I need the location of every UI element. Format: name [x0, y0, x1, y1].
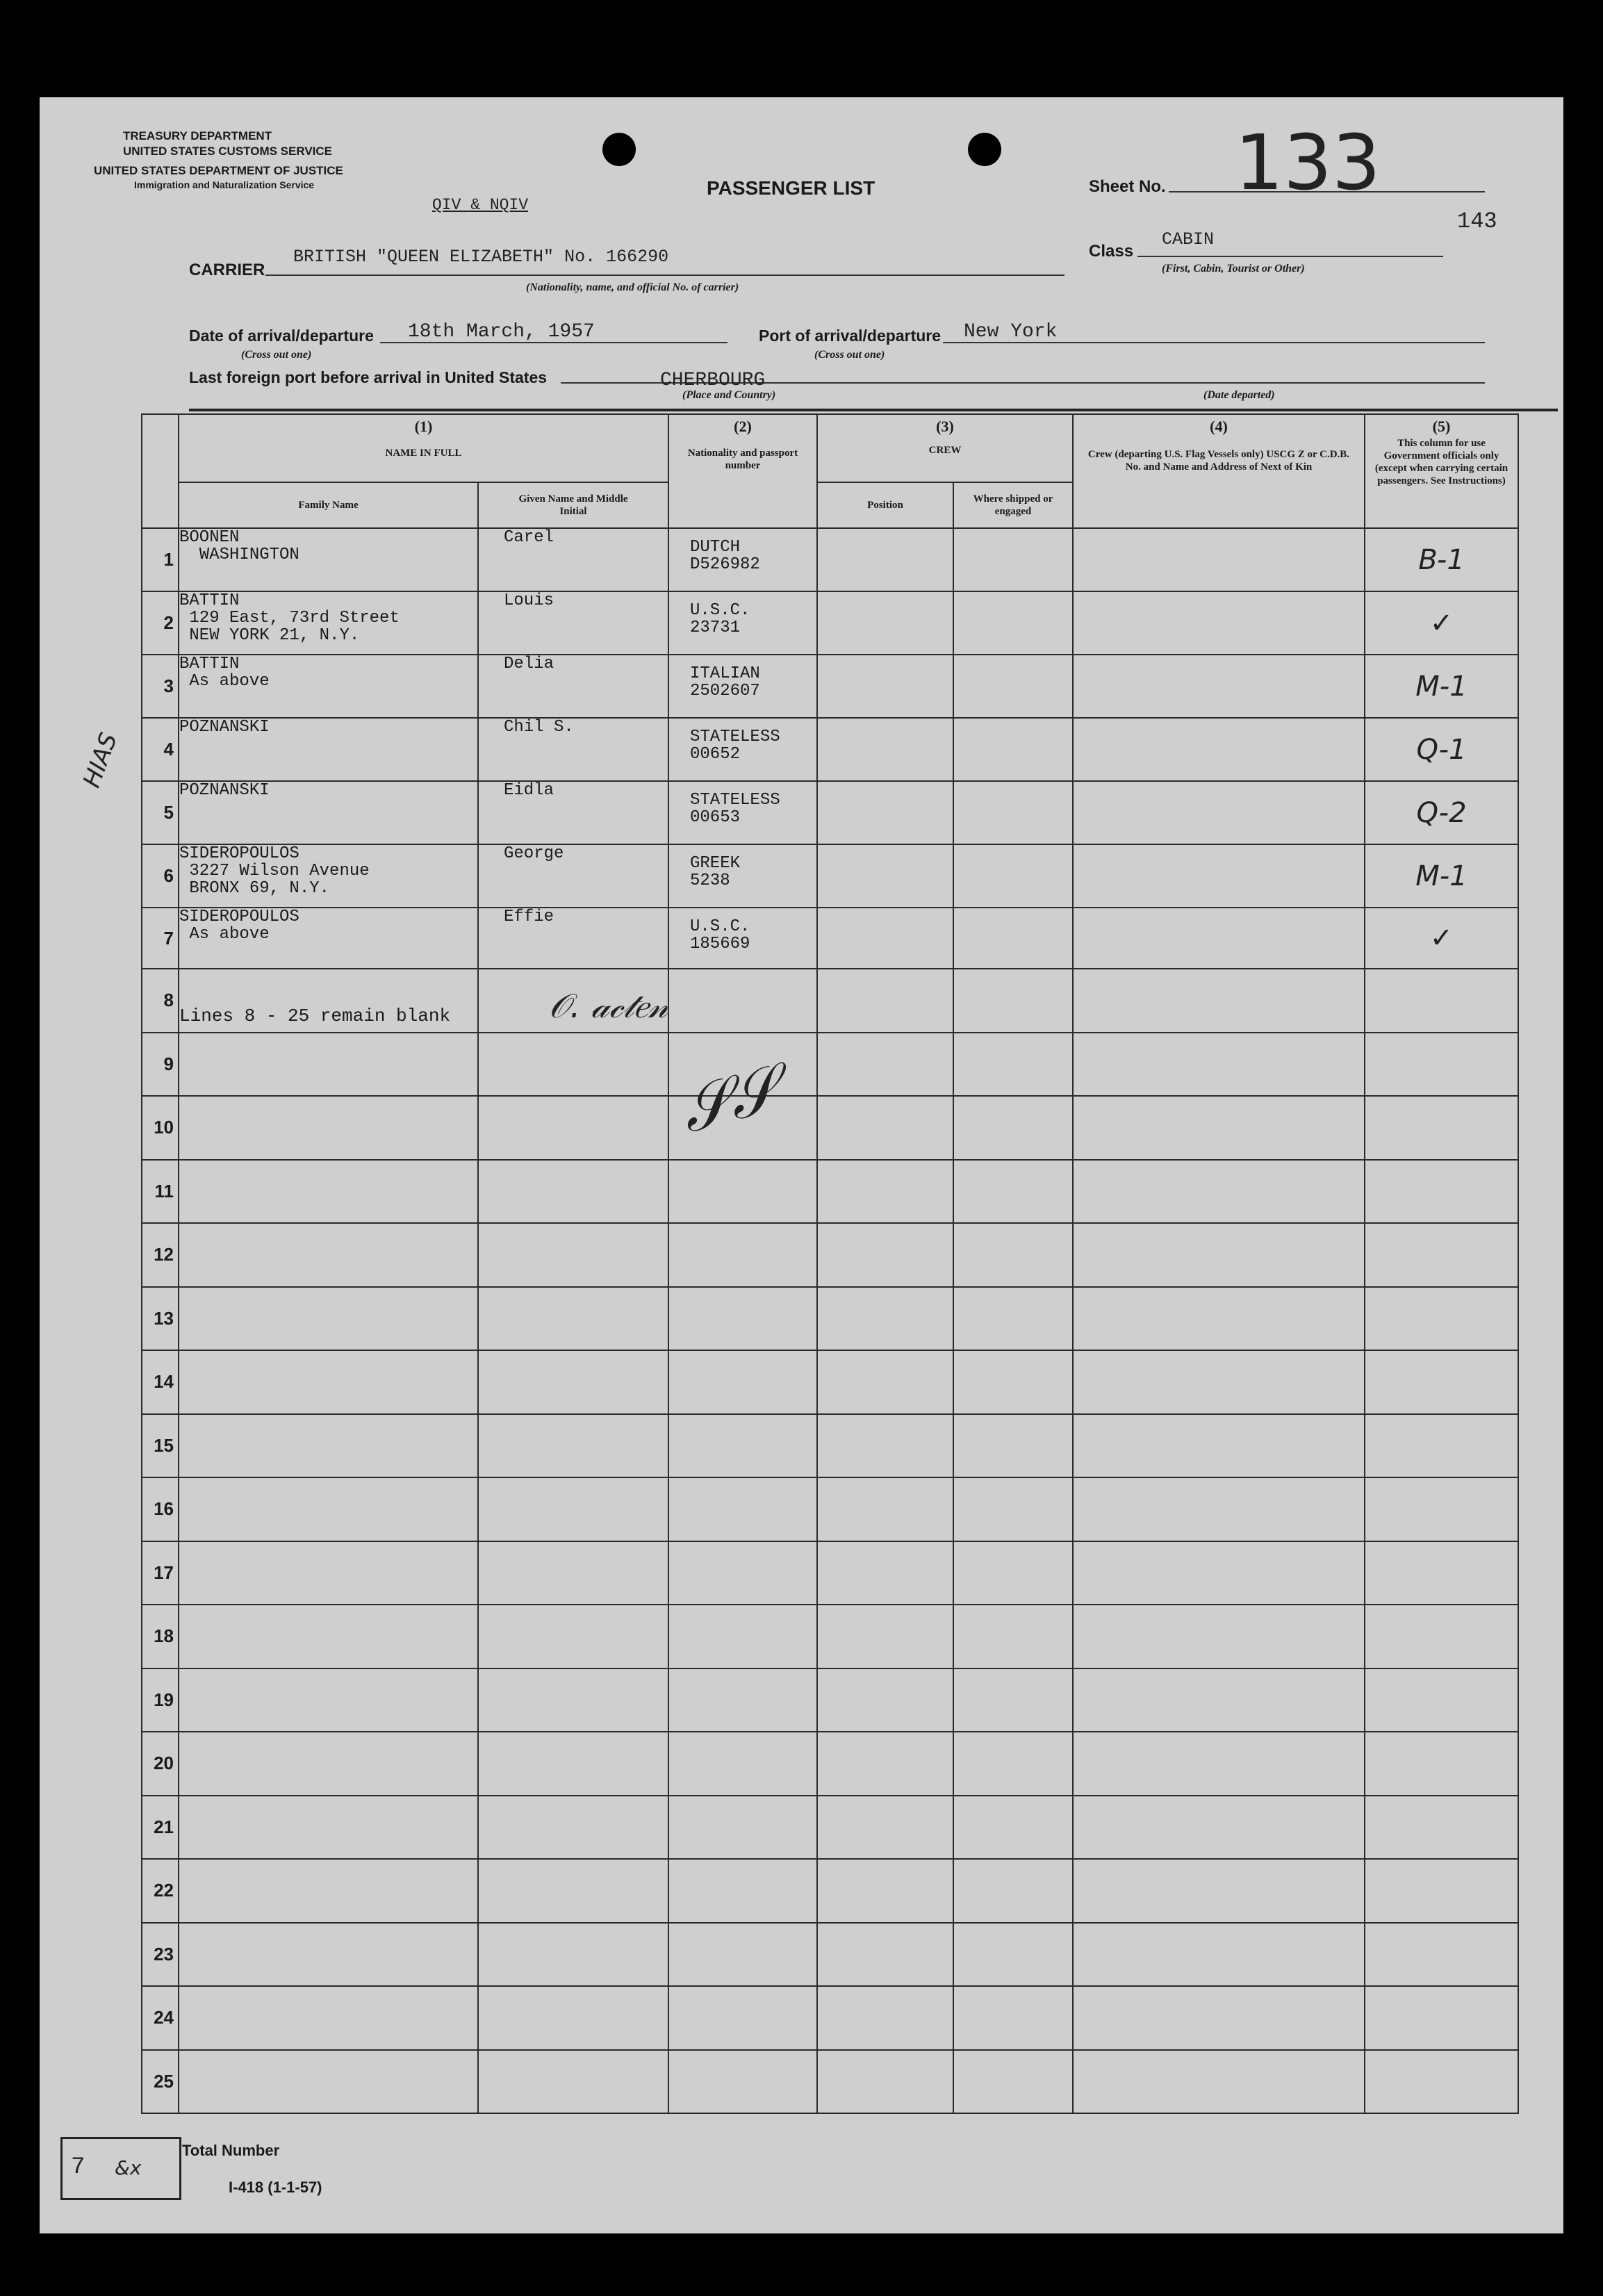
shipped-cell — [953, 1668, 1073, 1732]
family-name-cell — [179, 1986, 478, 2050]
given-name-cell: Delia — [478, 655, 668, 718]
nationality-cell — [668, 1223, 817, 1287]
table-row — [142, 1923, 1518, 1987]
class-caption: (First, Cabin, Tourist or Other) — [1162, 263, 1305, 274]
family-name-cell: BOONEN WASHINGTON — [179, 528, 478, 591]
nationality-cell: U.S.C. 185669 — [668, 908, 817, 969]
agency-line-2: UNITED STATES CUSTOMS SERVICE — [123, 145, 333, 158]
shipped-header: Where shipped or engaged — [953, 482, 1073, 528]
row-number: 3 — [142, 655, 179, 718]
family-name-cell — [179, 1223, 478, 1287]
date-cross-caption: (Cross out one) — [241, 349, 312, 361]
carrier-caption: (Nationality, name, and official No. of carrier) — [526, 281, 739, 293]
table-row — [142, 969, 1518, 1033]
table-row — [142, 1414, 1518, 1478]
port-label: Port of arrival/departure — [759, 327, 942, 345]
table-row — [142, 1350, 1518, 1414]
row-number: 19 — [142, 1668, 179, 1732]
next-of-kin-cell — [1073, 591, 1365, 655]
nationality-cell — [668, 969, 817, 1033]
next-of-kin-cell — [1073, 1033, 1365, 1097]
row-number: 22 — [142, 1859, 179, 1923]
shipped-cell — [953, 1859, 1073, 1923]
row-number: 25 — [142, 2050, 179, 2114]
official-mark-cell — [1365, 1732, 1518, 1796]
blank-note: Lines 8 - 25 remain blank — [179, 969, 478, 1033]
given-name-cell — [478, 1668, 668, 1732]
row-number: 8 — [142, 969, 179, 1033]
nationality-cell: U.S.C. 23731 — [668, 591, 817, 655]
column-2-header — [668, 414, 817, 528]
shipped-cell — [953, 1796, 1073, 1860]
table-row — [142, 1541, 1518, 1605]
official-mark-cell: Q-2 — [1365, 781, 1518, 844]
column-1-header — [179, 414, 668, 482]
family-name-cell — [179, 1287, 478, 1351]
column-1-number: (1) — [414, 418, 433, 435]
family-name-header: Family Name — [179, 482, 478, 528]
row-number: 12 — [142, 1223, 179, 1287]
next-of-kin-cell — [1073, 1223, 1365, 1287]
column-5-header — [1365, 414, 1518, 528]
position-cell — [817, 1033, 953, 1097]
shipped-cell — [953, 1477, 1073, 1541]
given-name-cell — [478, 1923, 668, 1987]
official-mark-cell: ✓ — [1365, 591, 1518, 655]
class-label: Class — [1089, 242, 1134, 261]
shipped-cell — [953, 1605, 1073, 1668]
table-row — [142, 591, 1518, 655]
family-name-cell: POZNANSKI — [179, 781, 478, 844]
nationality-cell — [668, 1923, 817, 1987]
official-mark-cell — [1365, 1096, 1518, 1160]
table-row — [142, 1859, 1518, 1923]
agency-line-3: UNITED STATES DEPARTMENT OF JUSTICE — [94, 164, 343, 177]
given-name-cell — [478, 1160, 668, 1224]
official-mark-cell — [1365, 1477, 1518, 1541]
table-row — [142, 1796, 1518, 1860]
position-cell — [817, 1986, 953, 2050]
position-cell — [817, 1287, 953, 1351]
row-number: 18 — [142, 1605, 179, 1668]
date-departed-caption: (Date departed) — [1203, 389, 1275, 401]
position-cell — [817, 908, 953, 969]
given-name-header: Given Name and Middle Initial — [478, 482, 668, 528]
nationality-cell: GREEK 5238 — [668, 844, 817, 908]
table-row — [142, 1033, 1518, 1097]
last-port-value: CHERBOURG — [660, 370, 766, 391]
nationality-cell — [668, 1414, 817, 1478]
official-mark-cell — [1365, 1668, 1518, 1732]
next-of-kin-cell — [1073, 1414, 1365, 1478]
position-cell — [817, 1414, 953, 1478]
shipped-cell — [953, 1287, 1073, 1351]
row-number: 23 — [142, 1923, 179, 1987]
row-number: 11 — [142, 1160, 179, 1224]
carrier-value: BRITISH "QUEEN ELIZABETH" No. 166290 — [293, 247, 669, 267]
given-name-cell — [478, 1796, 668, 1860]
given-name-cell: George — [478, 844, 668, 908]
given-name-cell — [478, 2050, 668, 2114]
given-name-cell — [478, 1223, 668, 1287]
column-5-number: (5) — [1432, 418, 1451, 435]
shipped-cell — [953, 781, 1073, 844]
row-number: 16 — [142, 1477, 179, 1541]
next-of-kin-cell — [1073, 1668, 1365, 1732]
family-name-cell — [179, 1160, 478, 1224]
row-number-header — [142, 414, 179, 528]
position-cell — [817, 1605, 953, 1668]
next-of-kin-cell — [1073, 1986, 1365, 2050]
given-name-cell: Carel — [478, 528, 668, 591]
given-name-cell — [478, 1477, 668, 1541]
nationality-cell: STATELESS 00653 — [668, 781, 817, 844]
qiv-note: QIV & NQIV — [432, 196, 529, 214]
official-mark-cell: B-1 — [1365, 528, 1518, 591]
shipped-cell — [953, 1414, 1073, 1478]
next-of-kin-cell — [1073, 528, 1365, 591]
column-4-title: Crew (departing U.S. Flag Vessels only) USCG Z or C.D.B. No. and Name and Address of Next of Kin — [1087, 449, 1350, 473]
nationality-cell — [668, 1541, 817, 1605]
nationality-cell: DUTCH D526982 — [668, 528, 817, 591]
passenger-table — [141, 413, 1519, 2114]
nationality-cell — [668, 1986, 817, 2050]
given-name-cell — [478, 1414, 668, 1478]
next-of-kin-cell — [1073, 1350, 1365, 1414]
official-mark-cell: Q-1 — [1365, 718, 1518, 781]
total-box — [60, 2137, 181, 2200]
handwritten-signature: 𝒪. 𝒶𝒸𝓉𝑒𝓃 — [549, 987, 668, 1026]
table-row — [142, 655, 1518, 718]
nationality-cell — [668, 1350, 817, 1414]
given-name-cell: Chil S. — [478, 718, 668, 781]
row-number: 6 — [142, 844, 179, 908]
family-name-cell — [179, 1096, 478, 1160]
position-cell — [817, 781, 953, 844]
table-row — [142, 1986, 1518, 2050]
family-name-cell — [179, 1605, 478, 1668]
punch-hole-right — [968, 133, 1001, 166]
family-name-cell — [179, 1033, 478, 1097]
row-number: 10 — [142, 1096, 179, 1160]
official-mark-cell — [1365, 1350, 1518, 1414]
column-3-number: (3) — [936, 418, 954, 435]
next-of-kin-cell — [1073, 2050, 1365, 2114]
table-row — [142, 2050, 1518, 2114]
shipped-cell — [953, 1350, 1073, 1414]
next-of-kin-cell — [1073, 1605, 1365, 1668]
next-of-kin-cell — [1073, 969, 1365, 1033]
row-number: 7 — [142, 908, 179, 969]
port-value: New York — [964, 321, 1058, 343]
position-cell — [817, 1160, 953, 1224]
total-suffix: &x — [115, 2156, 142, 2179]
family-name-cell: SIDEROPOULOS As above — [179, 908, 478, 969]
table-row — [142, 528, 1518, 591]
column-5-title: This column for use Government officials only (except when carrying certain passengers. See Instructions) — [1374, 438, 1509, 486]
page-stamp: 143 — [1457, 208, 1497, 234]
given-name-cell: Effie — [478, 908, 668, 969]
position-header: Position — [817, 482, 953, 528]
table-row — [142, 1223, 1518, 1287]
table-row — [142, 1477, 1518, 1541]
column-4-number: (4) — [1210, 418, 1228, 435]
column-1-title: NAME IN FULL — [385, 448, 462, 459]
given-name-cell — [478, 1033, 668, 1097]
position-cell — [817, 2050, 953, 2114]
position-cell — [817, 655, 953, 718]
sheet-number: 133 — [1235, 118, 1381, 207]
row-number: 24 — [142, 1986, 179, 2050]
shipped-cell — [953, 2050, 1073, 2114]
table-row — [142, 1668, 1518, 1732]
table-row — [142, 718, 1518, 781]
row-number: 4 — [142, 718, 179, 781]
row-number: 5 — [142, 781, 179, 844]
family-name-cell: BATTIN 129 East, 73rd Street NEW YORK 21, N.Y. — [179, 591, 478, 655]
next-of-kin-cell — [1073, 781, 1365, 844]
date-value: 18th March, 1957 — [408, 321, 595, 343]
table-row — [142, 1096, 1518, 1160]
shipped-cell — [953, 1223, 1073, 1287]
given-name-cell — [478, 1732, 668, 1796]
position-cell — [817, 1923, 953, 1987]
port-cross-caption: (Cross out one) — [814, 349, 885, 361]
family-name-cell — [179, 1414, 478, 1478]
given-name-cell: Eidla — [478, 781, 668, 844]
next-of-kin-cell — [1073, 1923, 1365, 1987]
form-number: I-418 (1-1-57) — [229, 2179, 322, 2196]
position-cell — [817, 1732, 953, 1796]
position-cell — [817, 528, 953, 591]
position-cell — [817, 1859, 953, 1923]
column-4-header — [1073, 414, 1365, 528]
given-name-cell — [478, 1605, 668, 1668]
family-name-cell — [179, 1796, 478, 1860]
official-mark-cell — [1365, 1605, 1518, 1668]
next-of-kin-cell — [1073, 1096, 1365, 1160]
family-name-cell — [179, 1541, 478, 1605]
given-name-cell — [478, 1541, 668, 1605]
shipped-cell — [953, 718, 1073, 781]
position-cell — [817, 844, 953, 908]
position-cell — [817, 1796, 953, 1860]
table-row — [142, 1160, 1518, 1224]
row-number: 13 — [142, 1287, 179, 1351]
family-name-cell — [179, 1923, 478, 1987]
family-name-cell — [179, 1350, 478, 1414]
date-label: Date of arrival/departure — [189, 327, 374, 345]
nationality-cell: ITALIAN 2502607 — [668, 655, 817, 718]
shipped-cell — [953, 1033, 1073, 1097]
row-number: 2 — [142, 591, 179, 655]
row-number: 21 — [142, 1796, 179, 1860]
shipped-cell — [953, 1160, 1073, 1224]
agency-line-1: TREASURY DEPARTMENT — [123, 129, 272, 142]
agency-line-4: Immigration and Naturalization Service — [134, 179, 315, 190]
official-mark-cell — [1365, 969, 1518, 1033]
class-value: CABIN — [1162, 229, 1215, 249]
nationality-cell — [668, 1668, 817, 1732]
margin-note: HIAS — [78, 729, 124, 792]
position-cell — [817, 1477, 953, 1541]
official-mark-cell — [1365, 1223, 1518, 1287]
row-number: 9 — [142, 1033, 179, 1097]
position-cell — [817, 1668, 953, 1732]
nationality-cell — [668, 1796, 817, 1860]
nationality-cell — [668, 1287, 817, 1351]
column-3-header — [817, 414, 1073, 482]
next-of-kin-cell — [1073, 1477, 1365, 1541]
next-of-kin-cell — [1073, 844, 1365, 908]
given-name-cell: Louis — [478, 591, 668, 655]
row-number: 17 — [142, 1541, 179, 1605]
family-name-cell — [179, 1732, 478, 1796]
row-number: 15 — [142, 1414, 179, 1478]
given-name-cell — [478, 1096, 668, 1160]
next-of-kin-cell — [1073, 1859, 1365, 1923]
table-row — [142, 908, 1518, 969]
official-mark-cell — [1365, 1414, 1518, 1478]
shipped-cell — [953, 591, 1073, 655]
table-row — [142, 844, 1518, 908]
nationality-cell — [668, 2050, 817, 2114]
given-name-cell — [478, 1859, 668, 1923]
next-of-kin-cell — [1073, 1732, 1365, 1796]
shipped-cell — [953, 844, 1073, 908]
table-row — [142, 1732, 1518, 1796]
total-value: 7 — [71, 2154, 85, 2181]
next-of-kin-cell — [1073, 718, 1365, 781]
official-mark-cell — [1365, 1541, 1518, 1605]
given-name-cell — [478, 1986, 668, 2050]
column-2-title: Nationality and passport number — [687, 448, 798, 471]
family-name-cell — [179, 2050, 478, 2114]
shipped-cell — [953, 1986, 1073, 2050]
family-name-cell — [179, 1859, 478, 1923]
total-label: Total Number — [182, 2142, 280, 2159]
sheet-label: Sheet No. — [1089, 177, 1166, 196]
shipped-cell — [953, 1096, 1073, 1160]
position-cell — [817, 969, 953, 1033]
next-of-kin-cell — [1073, 1796, 1365, 1860]
family-name-cell — [179, 1668, 478, 1732]
family-name-cell: BATTIN As above — [179, 655, 478, 718]
shipped-cell — [953, 655, 1073, 718]
table-row — [142, 1287, 1518, 1351]
official-mark-cell — [1365, 1859, 1518, 1923]
given-name-cell — [478, 1287, 668, 1351]
official-mark-cell — [1365, 1160, 1518, 1224]
shipped-cell — [953, 908, 1073, 969]
shipped-cell — [953, 969, 1073, 1033]
column-2-number: (2) — [734, 418, 752, 435]
nationality-cell — [668, 1160, 817, 1224]
shipped-cell — [953, 528, 1073, 591]
official-mark-cell: M-1 — [1365, 844, 1518, 908]
family-name-cell — [179, 1477, 478, 1541]
row-number: 20 — [142, 1732, 179, 1796]
last-port-label: Last foreign port before arrival in United States — [189, 368, 548, 386]
next-of-kin-cell — [1073, 655, 1365, 718]
official-mark-cell: M-1 — [1365, 655, 1518, 718]
official-mark-cell — [1365, 1287, 1518, 1351]
official-mark-cell — [1365, 1033, 1518, 1097]
position-cell — [817, 1541, 953, 1605]
next-of-kin-cell — [1073, 1160, 1365, 1224]
row-number: 1 — [142, 528, 179, 591]
position-cell — [817, 1096, 953, 1160]
given-name-cell — [478, 1350, 668, 1414]
family-name-cell: POZNANSKI — [179, 718, 478, 781]
nationality-cell — [668, 1477, 817, 1541]
table-row — [142, 1605, 1518, 1668]
nationality-cell — [668, 1732, 817, 1796]
carrier-label: CARRIER — [189, 261, 265, 279]
official-mark-cell — [1365, 1986, 1518, 2050]
official-mark-cell: ✓ — [1365, 908, 1518, 969]
official-mark-cell — [1365, 2050, 1518, 2114]
position-cell — [817, 1350, 953, 1414]
nationality-cell: STATELESS 00652 — [668, 718, 817, 781]
row-number: 14 — [142, 1350, 179, 1414]
shipped-cell — [953, 1541, 1073, 1605]
handwritten-initials: 𝒮𝒮 — [673, 1051, 786, 1148]
shipped-cell — [953, 1732, 1073, 1796]
place-caption: (Place and Country) — [682, 389, 776, 401]
official-mark-cell — [1365, 1796, 1518, 1860]
punch-hole-left — [602, 133, 636, 166]
nationality-cell — [668, 1859, 817, 1923]
position-cell — [817, 718, 953, 781]
position-cell — [817, 1223, 953, 1287]
next-of-kin-cell — [1073, 908, 1365, 969]
next-of-kin-cell — [1073, 1541, 1365, 1605]
column-3-title: CREW — [928, 445, 962, 456]
shipped-cell — [953, 1923, 1073, 1987]
table-row — [142, 781, 1518, 844]
family-name-cell: SIDEROPOULOS 3227 Wilson Avenue BRONX 69, N.Y. — [179, 844, 478, 908]
nationality-cell — [668, 1605, 817, 1668]
official-mark-cell — [1365, 1923, 1518, 1987]
page-title: PASSENGER LIST — [707, 177, 876, 199]
next-of-kin-cell — [1073, 1287, 1365, 1351]
position-cell — [817, 591, 953, 655]
